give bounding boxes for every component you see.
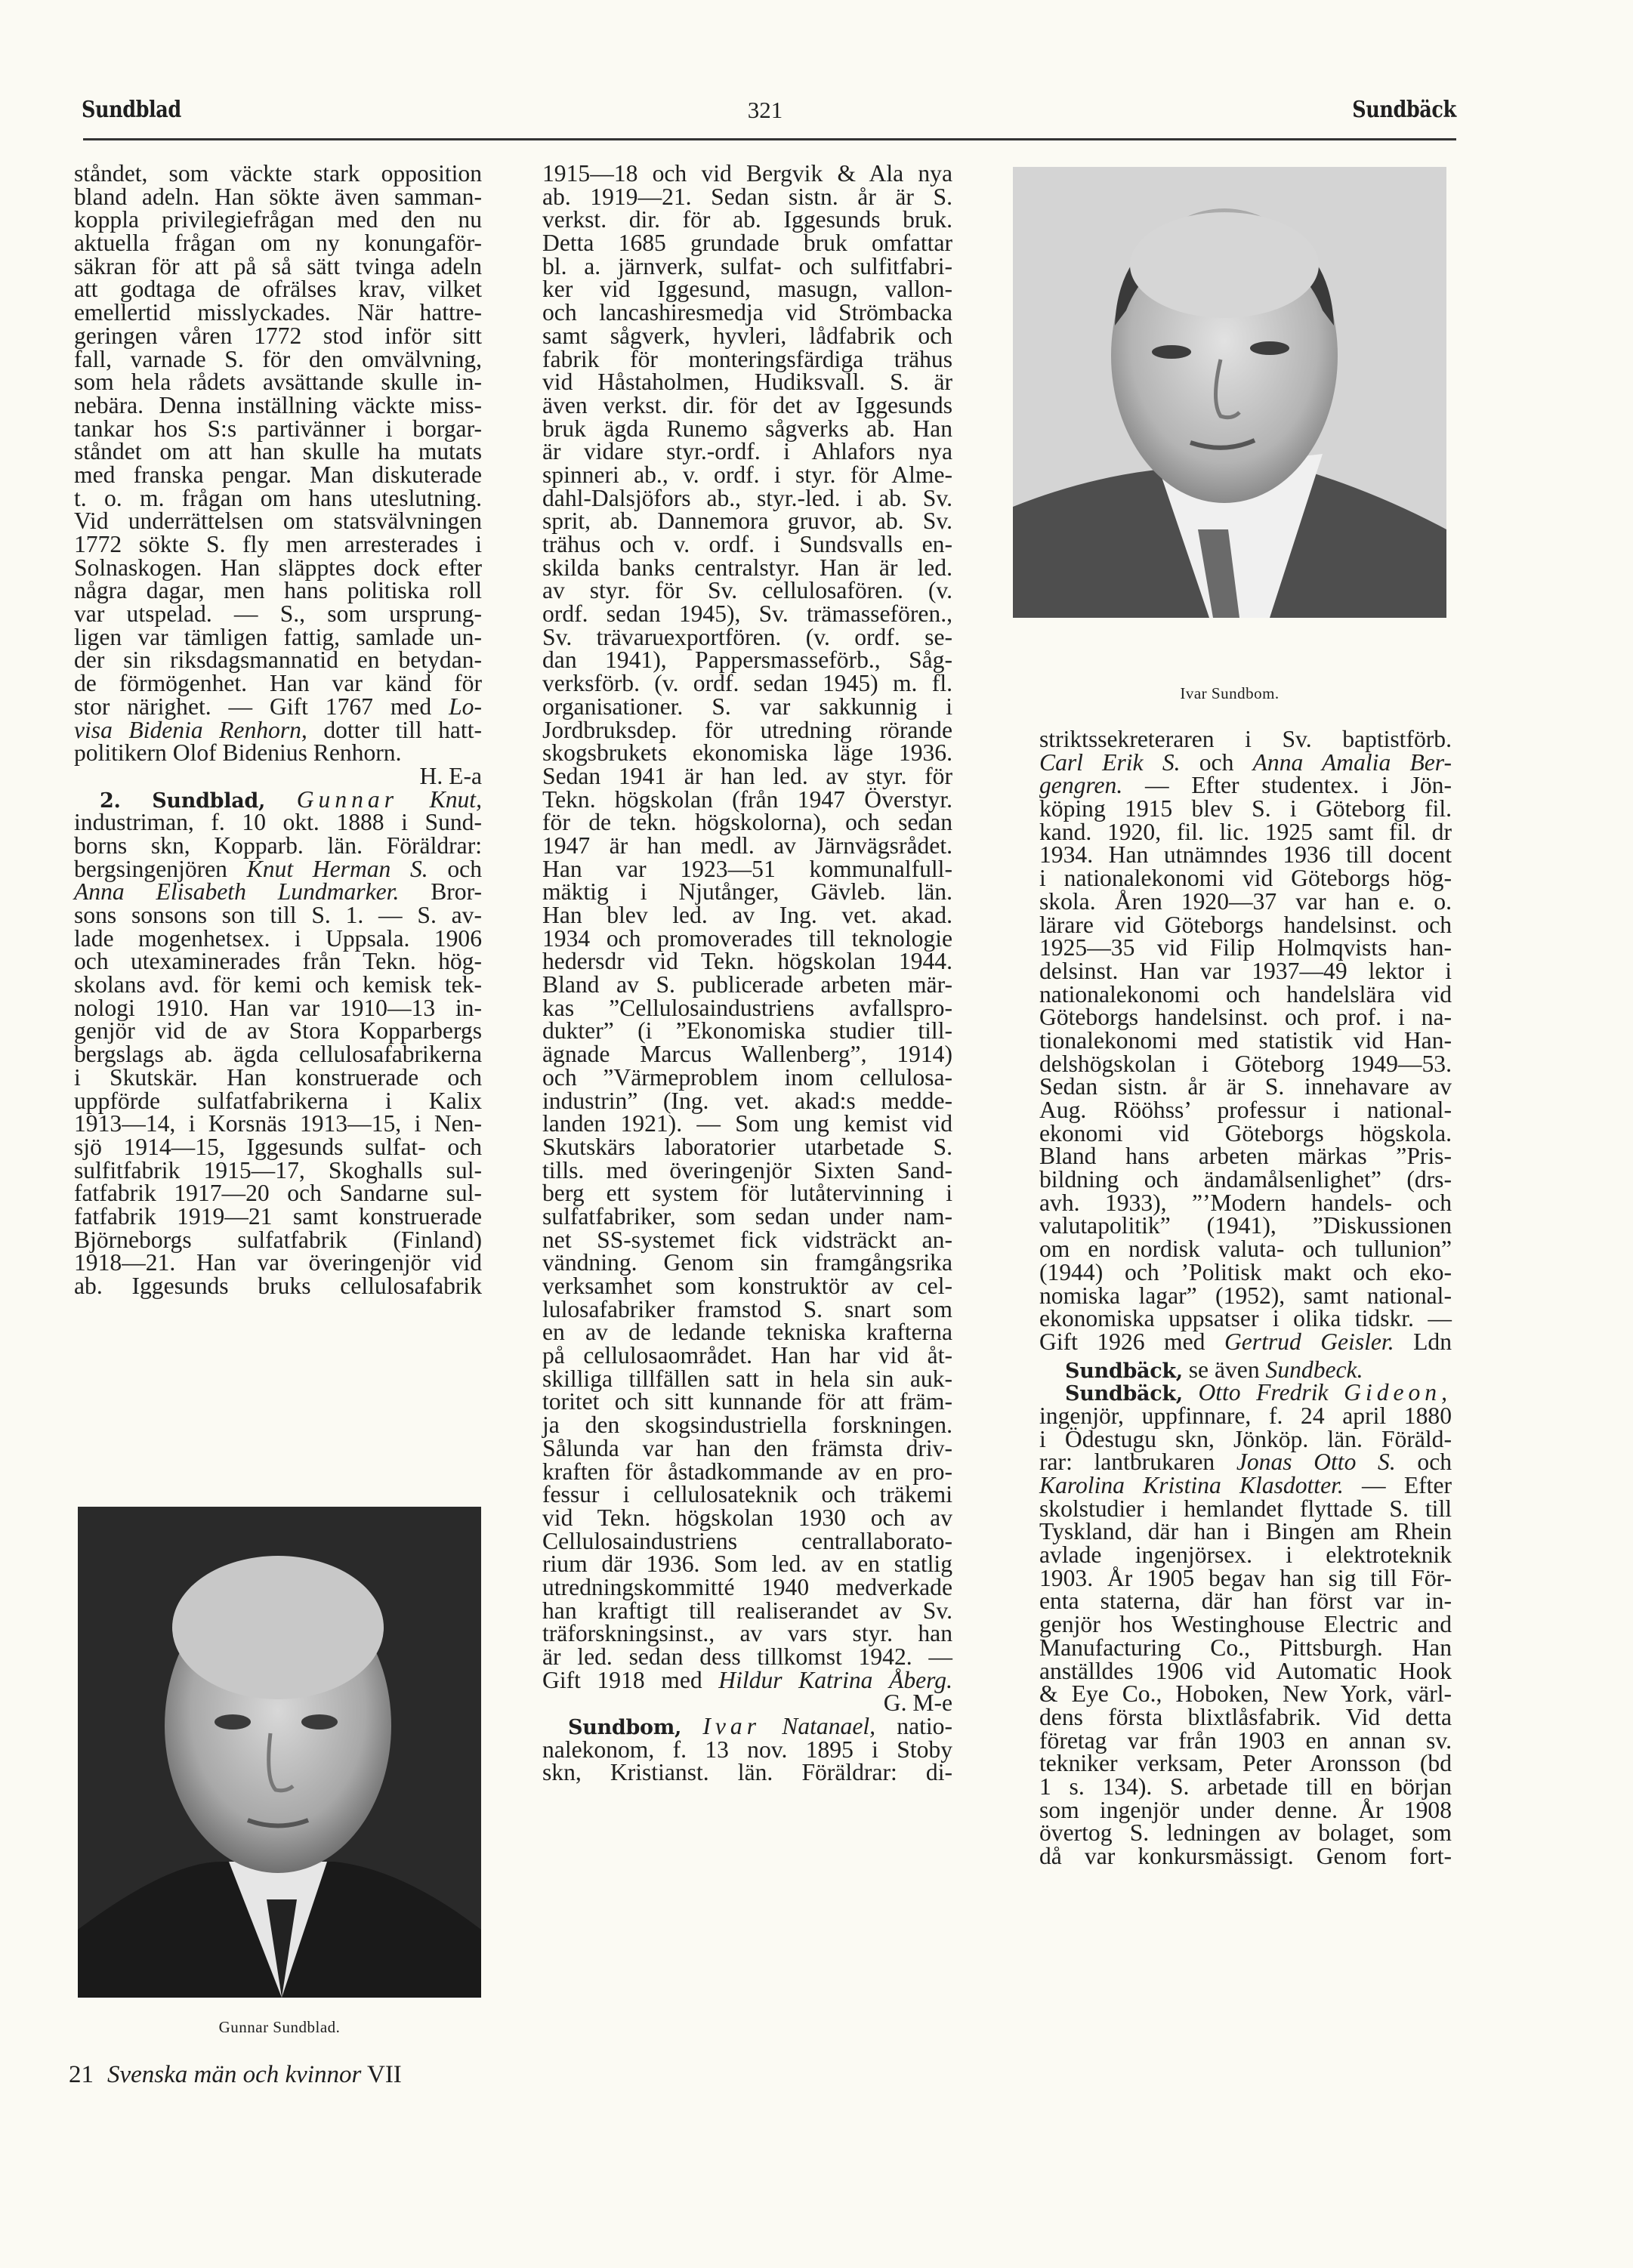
text-line: & Eye Co., Hoboken, New York, värl- (1039, 1680, 1452, 1708)
portrait-image (78, 1507, 481, 1998)
text-line: 1915—18 och vid Bergvik & Ala nya (542, 160, 952, 187)
text-line: valutapolitik” (1941), ”Diskussionen (1039, 1212, 1452, 1239)
text-line: skola. Åren 1920—37 var han e. o. (1039, 887, 1452, 915)
text-line: 1934 och promoverades till teknologie (542, 924, 952, 952)
text-line: då var konkursmässigt. Genom fort- (1039, 1843, 1452, 1869)
text-line: industrin” (Ing. vet. akad:s medde- (542, 1087, 952, 1114)
text-line: bergslags ab. ägda cellulosafabrikerna (74, 1041, 482, 1068)
text-line: delshögskolan i Göteborg 1949—53. (1039, 1050, 1452, 1077)
text-line: verksamhet som konstruktör av cel- (542, 1273, 952, 1299)
text-line: genjör vid de av Stora Kopparbergs (74, 1017, 482, 1045)
text-line: tekniker verksam, Peter Aronsson (bd (1039, 1750, 1452, 1777)
text-line: i Skutskär. Han konstruerade och (74, 1063, 482, 1091)
text-line: fatfabrik 1919—21 samt konstruerade (74, 1202, 482, 1230)
author-signature: G. M-e (883, 1689, 952, 1717)
text-line: sulfitfabrik 1915—17, Skoghalls sul- (74, 1156, 482, 1183)
column-1 (74, 162, 482, 1298)
photo-caption-gunnar: Gunnar Sundblad. (218, 2018, 341, 2036)
text-line: genjör hos Westinghouse Electric and (1039, 1611, 1452, 1638)
text-line: ab. Iggesunds bruks cellulosafabrik (74, 1273, 482, 1299)
text-line: vändning. Genom sin framgångsrika (542, 1249, 952, 1276)
text-line: nebära. Denna inställning väckte miss- (74, 391, 482, 418)
text-line: Bland av S. publicerade arbeten mär- (542, 971, 952, 998)
text-line: på cellulosaområdet. Han har vid åt- (542, 1342, 952, 1369)
text-line: Solnaskogen. Han släpptes dock efter (74, 554, 482, 581)
text-line: bl. a. järnverk, sulfat- och sulfitfabri- (542, 252, 952, 279)
text-line: bildning och ändamålsenlighet” (drs- (1039, 1166, 1452, 1193)
text-line: politikern Olof Bidenius Renhorn. (74, 739, 402, 767)
text-line: verksförb. (v. ordf. sedan 1945) m. fl. (542, 670, 952, 697)
text-line: som ingenjör under denne. År 1908 (1039, 1796, 1452, 1823)
column-3-text-b (1039, 1495, 1452, 1869)
text-line: ekonomiska uppsatser i olika tidskr. — (1039, 1305, 1452, 1332)
text-line: är vidare styr.-ordf. i Ahlafors nya (542, 438, 952, 465)
text-line: geringen våren 1772 stod inför sitt (74, 322, 482, 349)
text-line: Sålunda var han den främsta driv- (542, 1434, 952, 1461)
text-line: Anna Elisabeth Lundmarker. Bror- (74, 878, 482, 906)
text-line: utredningskommitté 1940 medverkade (542, 1573, 952, 1600)
text-line: träforskningsinst., av vars styr. han (542, 1620, 952, 1647)
text-line: nologi 1910. Han var 1910—13 in- (74, 994, 482, 1021)
text-line: gengren. — Efter studentex. i Jön- (1039, 772, 1452, 799)
text-line: skilliga tillfällen satt in hela sin auk- (542, 1365, 952, 1392)
text-line: sprit, ab. Dannemora gruvor, ab. Sv. (542, 508, 952, 535)
text-line: i nationalekonomi vid Göteborgs hög- (1039, 865, 1452, 892)
text-line: 1918—21. Han var överingenjör vid (74, 1249, 482, 1276)
text-line: tills. med överingenjör Sixten Sand- (542, 1156, 952, 1183)
text-line: Vid underrättelsen om statsvälvningen (74, 508, 482, 535)
entry-heading-otto-sundback: Sundbäck, Otto Fredrik Gideon, (1065, 1379, 1452, 1406)
header-rule (83, 138, 1456, 140)
text-line: dan 1941), Pappersmasseförb., Såg- (542, 646, 952, 674)
text-line: stor närighet. — Gift 1767 med Lo- (74, 693, 482, 720)
text-line: 1903. År 1905 begav han sig till För- (1039, 1564, 1452, 1591)
entry-heading-gunnar-sundblad: 2. Sundblad, Gunnar Knut, (100, 785, 482, 813)
text-line: spinneri ab., v. ordf. i styr. för Alme- (542, 461, 952, 488)
text-line: 1772 sökte S. fly men arresterades i (74, 531, 482, 557)
text-line: berg ett system för lutåtervinning i (542, 1180, 952, 1207)
text-line: och lancashiresmedja vid Strömbacka (542, 299, 952, 326)
text-line: bergsingenjören Knut Herman S. och (74, 855, 482, 882)
text-line: ker vid Iggesund, masugn, vallon- (542, 276, 952, 303)
text-line: övertog S. ledningen av bolaget, som (1039, 1819, 1452, 1847)
text-line: Bland hans arbeten märkas ”Pris- (1039, 1143, 1452, 1170)
text-line: skogsbrukets ekonomiska läge 1936. (542, 739, 952, 767)
text-line: de förmögenhet. Han var känd för (74, 670, 482, 697)
text-line: Detta 1685 grundade bruk omfattar (542, 230, 952, 257)
text-line: Sv. trävaruexportfören. (v. ordf. se- (542, 623, 952, 650)
text-line: skn, Kristianst. län. Föräldrar: di- (542, 1759, 952, 1786)
photo-caption-ivar: Ivar Sundbom. (1180, 684, 1280, 702)
column-1-text-b (74, 904, 482, 1298)
text-line: och utexaminerades från Tekn. hög- (74, 948, 482, 975)
text-line: Sedan sistn. år är S. innehavare av (1039, 1073, 1452, 1100)
text-line: dens första blixtlåsfabrik. Vid detta (1039, 1703, 1452, 1730)
text-line: (1944) och ’Politisk makt och eko- (1039, 1258, 1452, 1285)
text-line: 1 s. 134). S. arbetade till en början (1039, 1773, 1452, 1800)
page-number: 321 (747, 97, 783, 123)
text-line: vid Tekn. högskolan 1930 och av (542, 1504, 952, 1531)
text-line: Gift 1926 med Gertrud Geisler. Ldn (1039, 1328, 1452, 1355)
text-line: dahl-Dalsjöfors ab., styr.-led. i ab. Sv. (542, 484, 952, 511)
text-line: t. o. m. frågan om hans uteslutning. (74, 484, 482, 511)
text-line: striktssekreteraren i Sv. baptistförb. (1039, 726, 1452, 752)
text-line: några dagar, men hans politiska roll (74, 577, 482, 604)
text-line: är led. sedan dess tillkomst 1942. — (542, 1643, 952, 1670)
text-line: fatfabrik 1917—20 och Sandarne sul- (74, 1180, 482, 1207)
text-line: Björneborgs sulfatfabrik (Finland) (74, 1226, 482, 1253)
text-line: och ”Värmeproblem inom cellulosa- (542, 1063, 952, 1091)
text-line: dukter” (i ”Ekonomiska studier till- (542, 1017, 952, 1045)
text-line: lade mogenhetsex. i Uppsala. 1906 (74, 924, 482, 952)
text-line: Karolina Kristina Klasdotter. — Efter (1039, 1472, 1452, 1498)
text-line: med franska pengar. Man diskuterade (74, 461, 482, 488)
text-line: trähus och v. ordf. i Sundsvalls en- (542, 531, 952, 557)
text-line: borns skn, Kopparb. län. Föräldrar: (74, 832, 482, 859)
text-line: industriman, f. 10 okt. 1888 i Sund- (74, 809, 482, 836)
entry-heading-sundback-reference: Sundbäck, se även Sundbeck. (1065, 1356, 1363, 1383)
text-line: aktuella frågan om ny konungaför- (74, 230, 482, 257)
text-line: vid Håstaholmen, Hudiksvall. S. är (542, 369, 952, 396)
footer-book-title: Svenska män och kvinnor (107, 2061, 362, 2088)
text-line: hedersdr vid Tekn. högskolan 1944. (542, 948, 952, 975)
text-line: ekonomi vid Göteborgs högskola. (1039, 1119, 1452, 1146)
text-line: bruk ägda Runemo sågverks ab. Han (542, 415, 952, 442)
text-line: fall, varnade S. för den omvälvning, (74, 345, 482, 372)
header-left-title: Sundblad (82, 97, 181, 123)
text-line: der sin riksdagsmannatid en betydan- (74, 646, 482, 674)
text-line: köping 1915 blev S. i Göteborg fil. (1039, 795, 1452, 822)
footer-volume: VII (366, 2061, 402, 2088)
text-line: rium där 1936. Som led. av en statlig (542, 1551, 952, 1578)
text-line: ja den skogsindustriella forskningen. (542, 1412, 952, 1439)
text-line: bland adeln. Han sökte även samman- (74, 183, 482, 210)
text-line: ståndet, som väckte stark opposition (74, 160, 482, 187)
portrait-photo-ivar-sundbom (1013, 167, 1446, 618)
text-line: 1947 är han medl. av Järnvägsrådet. (542, 832, 952, 859)
text-line: koppla privilegiefrågan med den nu (74, 206, 482, 233)
text-line: en av de ledande tekniska krafterna (542, 1319, 952, 1346)
footer-sheet-number: 21 (69, 2061, 94, 2088)
header-right-title: Sundbäck (1352, 97, 1456, 123)
text-line: anställdes 1906 vid Automatic Hook (1039, 1657, 1452, 1684)
text-line: tankar hos S:s partivänner i borgar- (74, 415, 482, 442)
portrait-photo-gunnar-sundblad (78, 1507, 481, 1998)
text-line: delsinst. Han var 1937—49 lektor i (1039, 957, 1452, 984)
text-line: Han blev led. av Ing. vet. akad. (542, 902, 952, 928)
text-line: sulfatfabriker, som sedan under nam- (542, 1202, 952, 1230)
text-line: företag var från 1903 en annan sv. (1039, 1726, 1452, 1754)
text-line: samt sågverk, hyvleri, lådfabrik och (542, 322, 952, 349)
text-line: lärare vid Göteborgs handelsinst. och (1039, 911, 1452, 938)
text-line: i Ödestugu skn, Jönköp. län. Föräld- (1039, 1425, 1452, 1452)
column-3 (1039, 728, 1452, 1868)
column-1-text-a (74, 162, 482, 696)
text-line: kraften för åstadkommande av en pro- (542, 1458, 952, 1485)
text-line: nomiska lagar” (1952), samt national- (1039, 1282, 1452, 1309)
column-2-text (542, 162, 952, 1669)
text-line: säkran för att på så sätt tvinga adeln (74, 252, 482, 279)
text-line: enta staterna, där han först var in- (1039, 1588, 1452, 1615)
text-line: skilda banks centralstyr. Han är led. (542, 554, 952, 581)
text-line: tionalekonomi med statistik vid Han- (1039, 1026, 1452, 1054)
running-header (82, 97, 1456, 137)
text-line: sjö 1914—15, Iggesunds sulfat- och (74, 1133, 482, 1160)
text-line: sons sonsons son till S. 1. — S. av- (74, 902, 482, 928)
text-line: fabrik för monteringsfärdiga trähus (542, 345, 952, 372)
text-line: Sedan 1941 är han led. av styr. för (542, 762, 952, 789)
text-line: visa Bidenia Renhorn, dotter till hatt- (74, 716, 482, 743)
text-line: av styr. för Sv. cellulosafören. (v. (542, 577, 952, 604)
text-line: ligen var tämligen fattig, samlade un- (74, 623, 482, 650)
column-2 (542, 162, 952, 1785)
text-line: som hela rådets avsättande skulle in- (74, 369, 482, 396)
text-line: uppförde sulfatfabrikerna i Kalix (74, 1087, 482, 1114)
text-line: kas ”Cellulosaindustriens avfallspro- (542, 994, 952, 1021)
text-line: ägnade Marcus Wallenberg”, 1914) (542, 1041, 952, 1068)
text-line: ståndet om att han skulle ha mutats (74, 438, 482, 465)
text-line: han kraftigt till realiserandet av Sv. (542, 1597, 952, 1624)
text-line: Aug. Rööhss’ professur i national- (1039, 1097, 1452, 1123)
text-line: kand. 1920, fil. lic. 1925 samt fil. dr (1039, 818, 1452, 845)
portrait-image (1013, 167, 1446, 618)
text-line: 1925—35 vid Filip Holmqvists han- (1039, 934, 1452, 961)
text-line: Han var 1923—51 kommunalfull- (542, 855, 952, 882)
text-line: rar: lantbrukaren Jonas Otto S. och (1039, 1449, 1452, 1476)
text-line: mäktig i Njutånger, Gävleb. län. (542, 878, 952, 906)
text-line: Göteborgs handelsinst. och prof. i na- (1039, 1004, 1452, 1031)
text-line: var utspelad. — S., som ursprung- (74, 600, 482, 628)
text-line: Jordbruksdep. för utredning rörande (542, 716, 952, 743)
entry-heading-ivar-sundbom: Sundbom, Ivar Natanael, natio- (568, 1713, 952, 1740)
text-line: 1913—14, i Korsnäs 1913—15, i Nen- (74, 1110, 482, 1137)
text-line: fessur i cellulosateknik och träkemi (542, 1481, 952, 1508)
text-line: verkst. dir. för ab. Iggesunds bruk. (542, 206, 952, 233)
text-line: landen 1921). — Som ung kemist vid (542, 1110, 952, 1137)
text-line: avlade ingenjörsex. i elektroteknik (1039, 1541, 1452, 1569)
text-line: ingenjör, uppfinnare, f. 24 april 1880 (1039, 1402, 1452, 1429)
text-line: avh. 1933), ”’Modern handels- och (1039, 1189, 1452, 1216)
text-line: emellertid misslyckades. När hattre- (74, 299, 482, 326)
footer-signature (69, 2061, 402, 2089)
text-line: Tyskland, där han i Bingen am Rhein (1039, 1518, 1452, 1545)
text-line: om en nordisk valuta- och tullunion” (1039, 1236, 1452, 1263)
text-line: toritet och sitt kunnande för att främ- (542, 1388, 952, 1415)
author-signature: H. E-a (419, 762, 482, 789)
text-line: ordf. sedan 1945), Sv. trämassefören., (542, 600, 952, 628)
text-line: organisationer. S. var sakkunnig i (542, 693, 952, 720)
text-line: skolans avd. för kemi och kemisk tek- (74, 971, 482, 998)
text-line: 1934. Han utnämndes 1936 till docent (1039, 841, 1452, 869)
text-line: att godtaga de ofrälses krav, vilket (74, 276, 482, 303)
text-line: nalekonom, f. 13 nov. 1895 i Stoby (542, 1736, 952, 1763)
text-line: ab. 1919—21. Sedan sistn. år är S. (542, 183, 952, 210)
text-line: för de tekn. högskolorna), och sedan (542, 809, 952, 836)
text-line: net SS-systemet fick vidsträckt an- (542, 1226, 952, 1253)
text-line: Gift 1918 med Hildur Katrina Åberg. (542, 1666, 952, 1693)
text-line: Skutskärs laboratorier utarbetade S. (542, 1133, 952, 1160)
text-line: Carl Erik S. och Anna Amalia Ber- (1039, 748, 1452, 776)
text-line: Tekn. högskolan (från 1947 Överstyr. (542, 785, 952, 813)
text-line: lulosafabriker framstod S. snart som (542, 1295, 952, 1322)
text-line: Cellulosaindustriens centrallaborato- (542, 1527, 952, 1554)
text-line: nationalekonomi och handelslära vid (1039, 980, 1452, 1007)
text-line: även verkst. dir. för det av Iggesunds (542, 391, 952, 418)
text-line: skolstudier i hemlandet flyttade S. till (1039, 1495, 1452, 1522)
text-line: Manufacturing Co., Pittsburgh. Han (1039, 1634, 1452, 1661)
column-3-text-a (1039, 795, 1452, 1332)
